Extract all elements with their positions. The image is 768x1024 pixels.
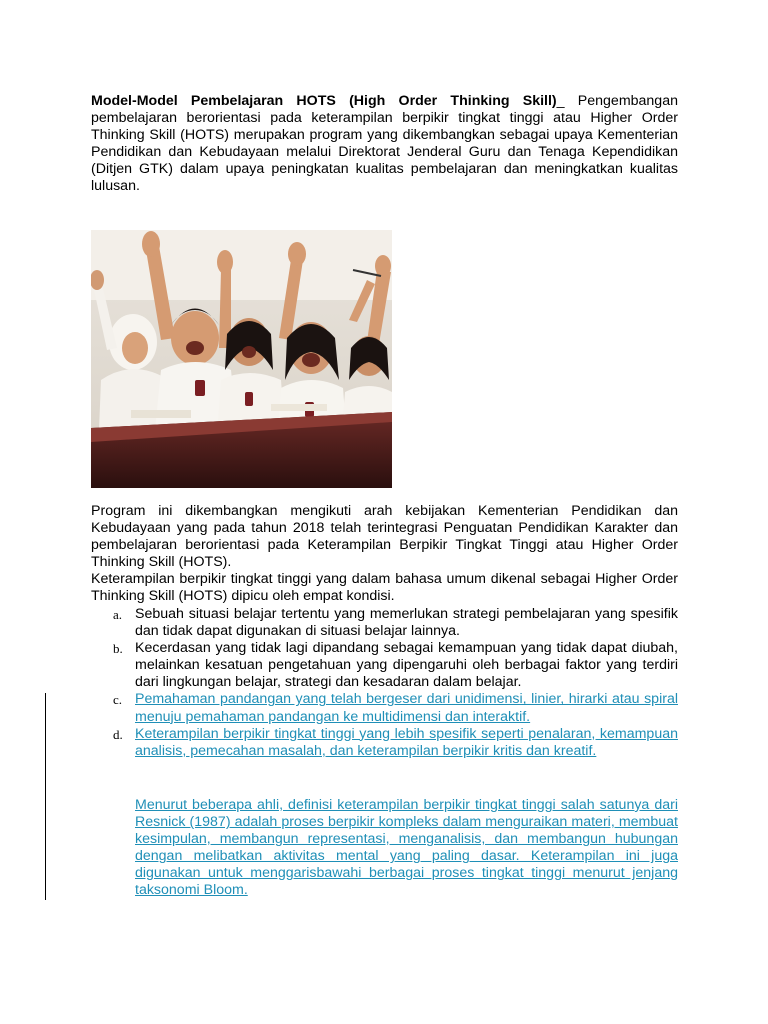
article-title: Model-Model Pembelajaran HOTS (High Order Thinking Skill): [91, 93, 557, 109]
list-item-link[interactable]: Pemahaman pandangan yang telah bergeser dari unidimensi, linier, hirarki atau spiral menuju pemahaman pandangan ke multidimensi dan interaktif.: [135, 691, 678, 725]
intro-body: _ Pengembangan pembelajaran berorientasi pada keterampilan berpikir tingkat tinggi atau Higher Order Thinking Skill (HOTS) merupakan program yang dikembangkan sebagai upaya Kementerian Pendidikan dan Kebudayaan melalui Direktorat Jenderal Guru dan Tenaga Kependidikan (Ditjen GTK) dalam upaya peningkatan kualitas pembelajaran dan meningkatkan kualitas lulusan.: [91, 93, 678, 195]
students-raising-hands-photo: [91, 230, 392, 488]
list-item: [91, 640, 678, 691]
list-marker: b.: [113, 641, 123, 657]
conditions-list: [91, 606, 678, 760]
revision-bar: [45, 693, 46, 900]
list-item: [91, 691, 678, 725]
paragraph-program: Program ini dikembangkan mengikuti arah kebijakan Kementerian Pendidikan dan Kebudayaan yang pada tahun 2018 telah terintegrasi Penguatan Pendidikan Karakter dan pembelajaran berorientasi pada Keterampilan Berpikir Tingkat Tinggi atau Higher Order Thinking Skill (HOTS).: [91, 503, 678, 571]
list-marker: c.: [113, 692, 123, 708]
resnick-definition-paragraph: [135, 797, 678, 900]
paragraph-conditions: Keterampilan berpikir tingkat tinggi yang dalam bahasa umum dikenal sebagai Higher Order Thinking Skill (HOTS) dipicu oleh empat kondisi.: [91, 571, 678, 605]
intro-paragraph: [91, 93, 678, 196]
list-marker: a.: [113, 607, 123, 622]
list-item-link[interactable]: Keterampilan berpikir tingkat tinggi yang lebih spesifik seperti penalaran, kemampuan analisis, pemecahan masalah, dan keterampilan berpikir kritis dan kreatif.: [135, 725, 678, 759]
resnick-definition-link[interactable]: Menurut beberapa ahli, definisi keterampilan berpikir tingkat tinggi salah satunya dari Resnick (1987) adalah proses berpikir kompleks dalam menguraikan materi, membuat kesimpulan, membangun representasi, menganalisis, dan membangun hubungan dengan melibatkan aktivitas mental yang paling dasar. Keterampilan ini juga digunakan untuk menggarisbawahi berbagai proses tingkat tinggi menurut jenjang taksonomi Bloom.: [135, 797, 678, 899]
list-marker: d.: [113, 726, 123, 742]
list-item-text: Kecerdasan yang tidak lagi dipandang sebagai kemampuan yang tidak dapat diubah, melainkan kesatuan pengetahuan yang dipengaruhi oleh berbagai faktor yang terdiri dari lingkungan belajar, strategi dan kesadaran dalam belajar.: [135, 640, 678, 691]
list-item: [91, 606, 678, 640]
list-item-text: Sebuah situasi belajar tertentu yang memerlukan strategi pembelajaran yang spesifik dan tidak dapat digunakan di situasi belajar lainnya.: [135, 606, 678, 640]
list-item: [91, 726, 678, 760]
